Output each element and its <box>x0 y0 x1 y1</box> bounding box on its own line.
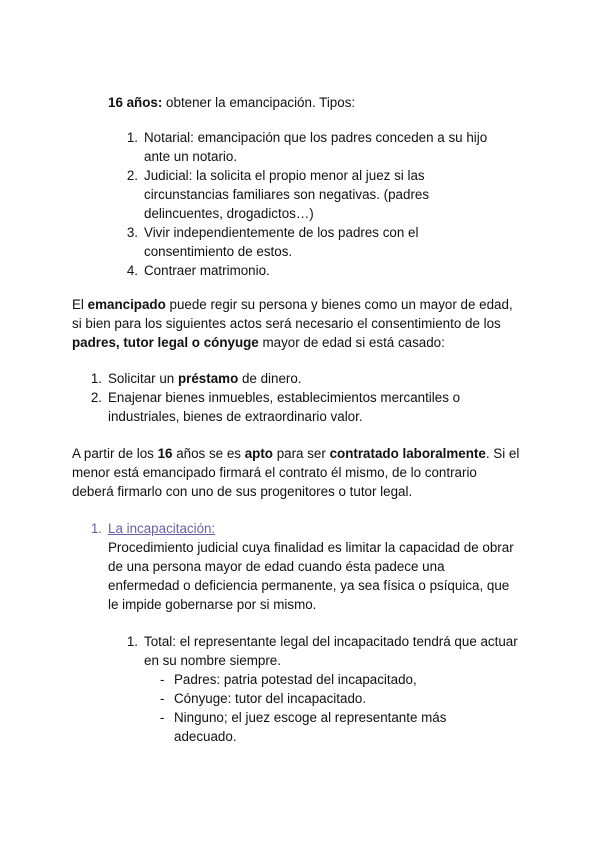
list-item <box>120 166 510 223</box>
para2-text-2: años se es <box>172 446 245 461</box>
para2-bold-3: contratado laboralmente <box>329 446 486 461</box>
list-item <box>84 369 520 388</box>
intro-bold: 16 años: <box>108 95 163 110</box>
act-text-2: de dinero. <box>238 371 302 386</box>
section-title-link[interactable]: La incapacitación: <box>108 521 216 536</box>
list-text: Total: el representante legal del incapacitado tendrá que actuar en su nombre siempre. <box>144 634 518 668</box>
section-body <box>108 519 516 614</box>
list-text: Enajenar bienes inmuebles, establecimientos mercantiles o industriales, bienes de extraordinario valor. <box>108 390 461 424</box>
section-number: 1. <box>90 521 102 536</box>
act-bold: préstamo <box>177 371 239 386</box>
paragraph-emancipado <box>72 295 522 352</box>
bullet-text: Ninguno; el juez escoge al representante más adecuado. <box>174 710 447 744</box>
list-number: 1. <box>126 130 138 145</box>
para2-bold-2: apto <box>244 446 273 461</box>
representatives-list <box>160 670 490 746</box>
list-item <box>120 261 510 280</box>
bullet-text: Padres: patria potestad del incapacitado, <box>174 672 417 687</box>
intro-line <box>108 93 528 112</box>
list-text: Vivir independientemente de los padres con el consentimiento de estos. <box>144 225 419 259</box>
para1-bold-1: emancipado <box>87 297 166 312</box>
dash-bullet: - <box>160 710 165 725</box>
list-text: Contraer matrimonio. <box>144 263 270 278</box>
para2-text-1: A partir de los <box>72 446 158 461</box>
para2-bold-1: 16 <box>157 446 173 461</box>
bullet-item <box>160 708 490 746</box>
list-item <box>84 388 520 426</box>
list-text: Judicial: la solicita el propio menor al juez si las circunstancias familiares son negativas. (padres delincuentes, drogadictos…) <box>144 168 430 221</box>
para1-bold-2: padres, tutor legal o cónyuge <box>72 335 259 350</box>
list-item <box>120 128 510 166</box>
para2-text-3: para ser <box>272 446 330 461</box>
bullet-item <box>160 670 490 689</box>
list-number: 1. <box>90 371 102 386</box>
para1-text-3: mayor de edad si está casado: <box>258 335 445 350</box>
list-number: 2. <box>90 390 102 405</box>
intro-text: obtener la emancipación. Tipos: <box>162 95 356 110</box>
list-item <box>120 632 520 670</box>
list-item <box>120 223 510 261</box>
list-number: 1. <box>126 634 138 649</box>
acts-list <box>84 369 520 426</box>
para1-text-1: El <box>72 297 88 312</box>
section-description: Procedimiento judicial cuya finalidad es limitar la capacidad de obrar de una persona mayor de edad cuando ésta padece una enfermedad o deficiencia permanente, ya sea física o psíquica, que le impide gobernarse por si mismo. <box>108 540 514 612</box>
list-number: 4. <box>126 263 138 278</box>
bullet-item <box>160 689 490 708</box>
dash-bullet: - <box>160 672 165 687</box>
para2-text-4: . Si el menor está emancipado firmará el contrato él mismo, de lo contrario deberá firmarlo con uno de sus progenitores o tutor legal. <box>72 446 520 499</box>
section-heading <box>84 519 516 614</box>
list-text <box>108 369 520 388</box>
bullet-text: Cónyuge: tutor del incapacitado. <box>174 691 367 706</box>
list-text: Notarial: emancipación que los padres conceden a su hijo ante un notario. <box>144 130 488 164</box>
para1-text-2: puede regir su persona y bienes como un mayor de edad, si bien para los siguientes actos será necesario el consentimiento de los <box>72 297 513 331</box>
list-number: 2. <box>126 168 138 183</box>
dash-bullet: - <box>160 691 165 706</box>
emancipation-types-list <box>120 128 510 280</box>
list-number: 3. <box>126 225 138 240</box>
total-subsection <box>120 632 520 670</box>
section-incapacitacion <box>84 519 516 614</box>
act-text-1: Solicitar un <box>108 371 178 386</box>
paragraph-contratacion <box>72 444 522 501</box>
